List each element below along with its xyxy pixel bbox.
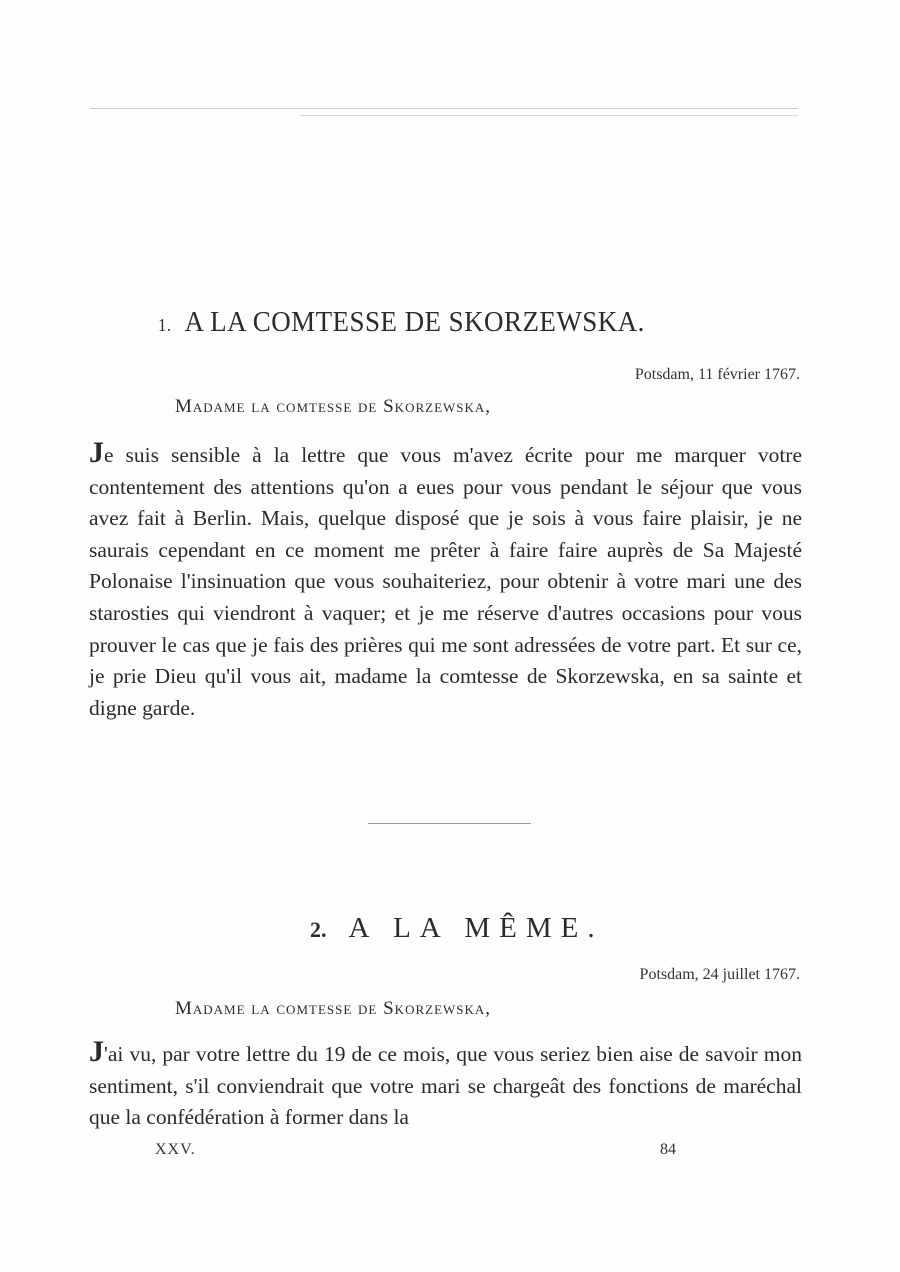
letter-2-dateline: Potsdam, 24 juillet 1767. — [639, 966, 800, 983]
top-rule-secondary — [300, 115, 798, 116]
section-divider — [368, 823, 531, 824]
sheet-number: 84 — [660, 1141, 676, 1158]
letter-1-heading: A LA COMTESSE DE SKORZEWSKA. — [184, 306, 645, 338]
letter-1-body — [89, 438, 802, 724]
letter-2-body — [89, 1037, 802, 1134]
letter-2-heading: A LA MÊME. — [348, 912, 604, 944]
top-rule — [90, 108, 798, 109]
letter-1-number: 1. — [158, 315, 172, 335]
letter-1-dateline: Potsdam, 11 février 1767. — [634, 366, 800, 383]
letter-2-title — [310, 912, 900, 945]
letter-1-dropcap: J — [89, 436, 104, 469]
letter-1-salutation: Madame la comtesse de Skorzewska, — [175, 396, 492, 417]
volume-signature: XXV. — [155, 1141, 196, 1158]
letter-2-dropcap: J — [89, 1035, 104, 1068]
letter-2-salutation: Madame la comtesse de Skorzewska, — [175, 998, 492, 1019]
letter-2-body-text: 'ai vu, par votre lettre du 19 de ce mois, que vous seriez bien aise de savoir mon sentiment, s'il conviendrait que votre mari se chargeât des fonctions de maréchal que la confédération à former dans la — [89, 1042, 802, 1130]
letter-2-number: 2. — [310, 917, 327, 942]
letter-1-title — [158, 306, 900, 339]
letter-1-body-text: e suis sensible à la lettre que vous m'avez écrite pour me marquer votre contentement des attentions qu'on a eues pour vous pendant le séjour que vous avez fait à Berlin. Mais, quelque disposé que je sois à vous faire plaisir, je ne saurais cependant en ce moment me prêter à faire faire auprès de Sa Majesté Polonaise l'insinuation que vous souhaiteriez, pour obtenir à votre mari une des starosties qui viendront à vaquer; et je me réserve d'autres occasions pour vous prouver le cas que je fais des prières qui me sont adressées de votre part. Et sur ce, je prie Dieu qu'il vous ait, madame la comtesse de Skorzewska, en sa sainte et digne garde. — [89, 443, 802, 720]
